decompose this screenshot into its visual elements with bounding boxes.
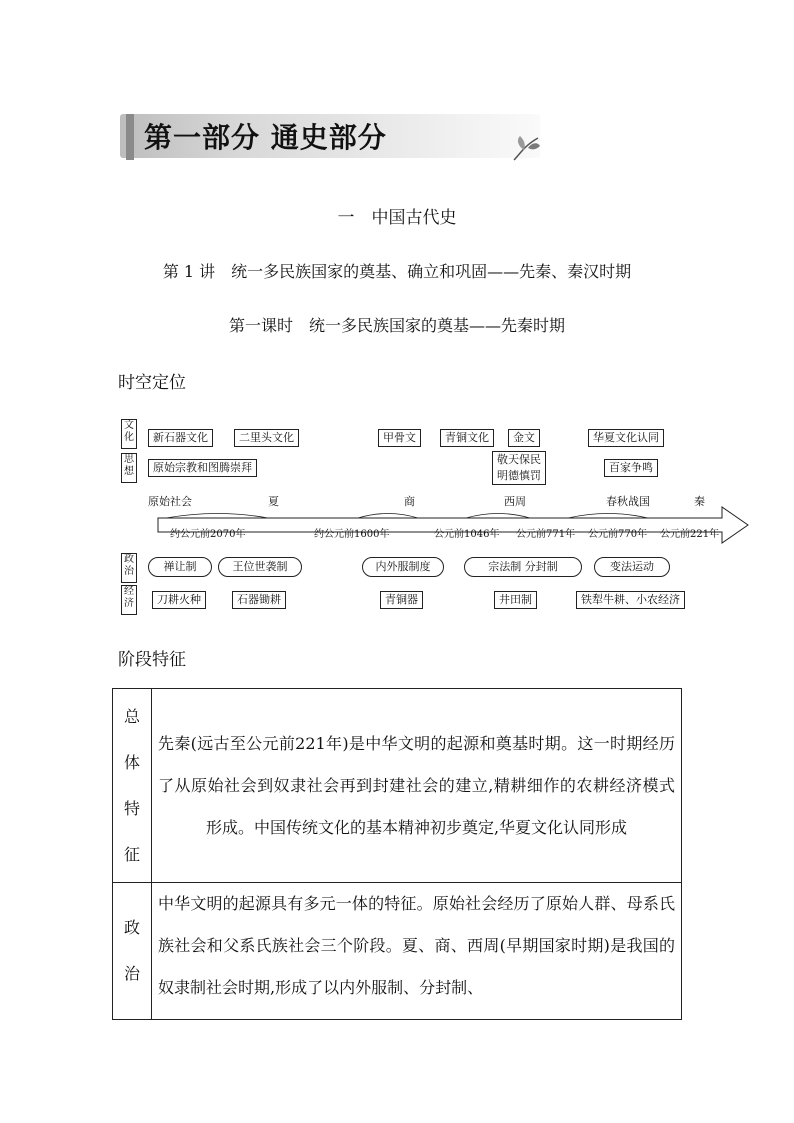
features-table — [112, 688, 682, 1020]
politics-item: 变法运动 — [594, 557, 670, 577]
lesson-heading: 第一课时 统一多民族国家的奠基——先秦时期 — [228, 316, 565, 335]
thought-item: 原始宗教和图腾崇拜 — [148, 459, 257, 477]
side-label-politics: 政治 — [121, 553, 137, 583]
part-banner — [120, 106, 540, 166]
table-row — [113, 883, 682, 1020]
culture-item: 华夏文化认同 — [588, 429, 664, 447]
economy-item: 井田制 — [494, 591, 537, 609]
date-label: 约公元前1600年 — [314, 529, 390, 540]
timeline-diagram — [118, 415, 758, 615]
era-label: 夏 — [268, 495, 279, 508]
era-label: 春秋战国 — [606, 495, 650, 508]
date-label: 公元前221年 — [660, 529, 720, 540]
culture-item: 金文 — [508, 429, 540, 447]
date-label: 公元前770年 — [588, 529, 648, 540]
culture-item: 青铜文化 — [440, 429, 494, 447]
politics-item: 禅让制 — [148, 557, 212, 577]
date-label: 公元前1046年 — [434, 529, 500, 540]
part-heading: 一 中国古代史 — [337, 208, 457, 228]
economy-item: 青铜器 — [380, 591, 423, 609]
side-label-economy: 经济 — [121, 585, 137, 615]
culture-item: 新石器文化 — [148, 429, 213, 447]
thought-item: 百家争鸣 — [604, 459, 658, 477]
era-label: 秦 — [694, 495, 705, 508]
row-label-overall: 总 体 特 征 — [113, 689, 152, 883]
lecture-heading: 第 1 讲 统一多民族国家的奠基、确立和巩固——先秦、秦汉时期 — [162, 262, 632, 281]
economy-item: 石器锄耕 — [232, 591, 286, 609]
economy-item: 刀耕火种 — [152, 591, 206, 609]
politics-item: 内外服制度 — [362, 557, 444, 577]
row-text-overall: 先秦(远古至公元前221年)是中华文明的起源和奠基时期。这一时期经历了从原始社会到奴隶社会再到封建社会的建立,精耕细作的农耕经济模式形成。中国传统文化的基本精神初步奠定,华夏文化认同形成 — [152, 689, 682, 883]
culture-item: 二里头文化 — [234, 429, 299, 447]
thought-item: 敬天保民 — [497, 453, 541, 466]
politics-item: 宗法制 分封制 — [464, 557, 582, 577]
banner-accent-bar — [126, 114, 134, 160]
politics-item: 王位世袭制 — [218, 557, 302, 577]
row-text-politics: 中华文明的起源具有多元一体的特征。原始社会经历了原始人群、母系氏族社会和父系氏族社会三个阶段。夏、商、西周(早期国家时期)是我国的奴隶制社会时期,形成了以内外服制、分封制、 — [152, 883, 682, 1020]
culture-item: 甲骨文 — [378, 429, 421, 447]
era-label: 原始社会 — [148, 495, 192, 508]
table-row — [113, 689, 682, 883]
section-heading-timeline: 时空定位 — [118, 373, 186, 393]
side-label-thought: 思想 — [121, 453, 137, 483]
thought-item-group — [492, 451, 546, 485]
part-title: 第一部分 通史部分 — [144, 121, 387, 154]
side-label-culture: 文化 — [121, 419, 137, 449]
row-label-politics: 政 治 — [113, 883, 152, 1020]
leaf-icon — [510, 134, 542, 164]
economy-item: 铁犁牛耕、小农经济 — [576, 591, 685, 609]
thought-item: 明德慎罚 — [497, 469, 541, 482]
era-label: 西周 — [504, 495, 526, 508]
date-label: 公元前771年 — [516, 529, 576, 540]
date-label: 约公元前2070年 — [170, 529, 246, 540]
era-label: 商 — [404, 495, 415, 508]
section-heading-features: 阶段特征 — [118, 650, 186, 670]
